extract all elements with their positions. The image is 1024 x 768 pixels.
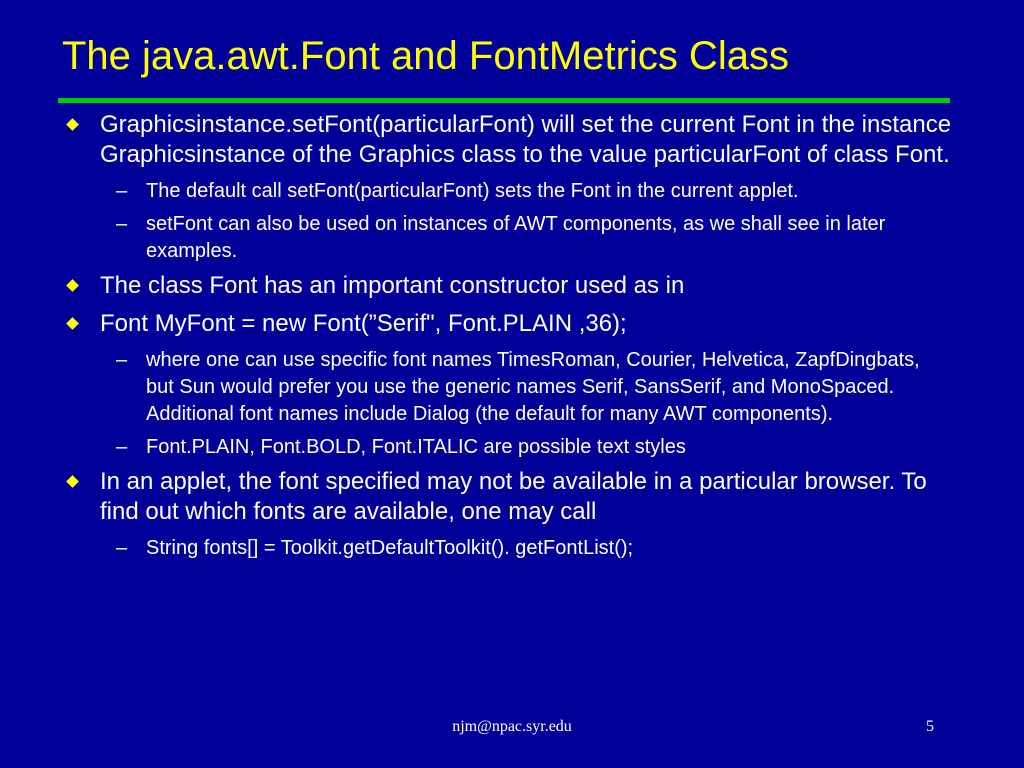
diamond-bullet-icon [66,317,79,330]
sub-bullet-item [60,535,946,562]
footer-email: njm@npac.syr.edu [452,718,572,735]
title-divider [58,98,950,103]
sub-bullet-text: setFont can also be used on instances of AWT components, as we shall see in later examples. [146,213,886,262]
dash-bullet-icon: – [116,213,128,235]
sub-bullet-item [60,211,946,265]
page-number: 5 [926,718,934,735]
diamond-bullet-icon [66,279,79,292]
dash-bullet-icon: – [116,180,128,202]
sub-bullet-text: Font.PLAIN, Font.BOLD, Font.ITALIC are possible text styles [146,436,686,458]
sub-bullet-item [60,434,946,461]
diamond-bullet-icon [66,118,79,131]
bullet-text: The class Font has an important constructor used as in [100,272,685,299]
bullet-item [60,467,960,527]
bullet-item [60,309,960,339]
bullet-list [60,110,960,568]
sub-bullet-text: where one can use specific font names TimesRoman, Courier, Helvetica, ZapfDingbats, but Sun would prefer you use the generic names Serif, SansSerif, and MonoSpaced. Additional font names include Dialog (the default for many AWT components). [146,349,920,425]
bullet-text: Font MyFont = new Font(”Serif", Font.PLAIN ,36); [100,310,627,337]
dash-bullet-icon: – [116,537,128,559]
sub-bullet-item [60,178,946,205]
slide-title: The java.awt.Font and FontMetrics Class [62,34,789,78]
diamond-bullet-icon [66,475,79,488]
dash-bullet-icon: – [116,436,128,458]
bullet-text: Graphicsinstance.setFont(particularFont) will set the current Font in the instance Graphicsinstance of the Graphics class to the value particularFont of class Font. [100,111,952,168]
sub-bullet-text: String fonts[] = Toolkit.getDefaultToolkit(). getFontList(); [146,537,634,559]
sub-bullet-item [60,347,946,428]
bullet-text: In an applet, the font specified may not be available in a particular browser. To find out which fonts are available, one may call [100,468,927,525]
dash-bullet-icon: – [116,349,128,371]
bullet-item [60,271,960,301]
sub-bullet-text: The default call setFont(particularFont) sets the Font in the current applet. [146,180,799,202]
bullet-item [60,110,960,170]
